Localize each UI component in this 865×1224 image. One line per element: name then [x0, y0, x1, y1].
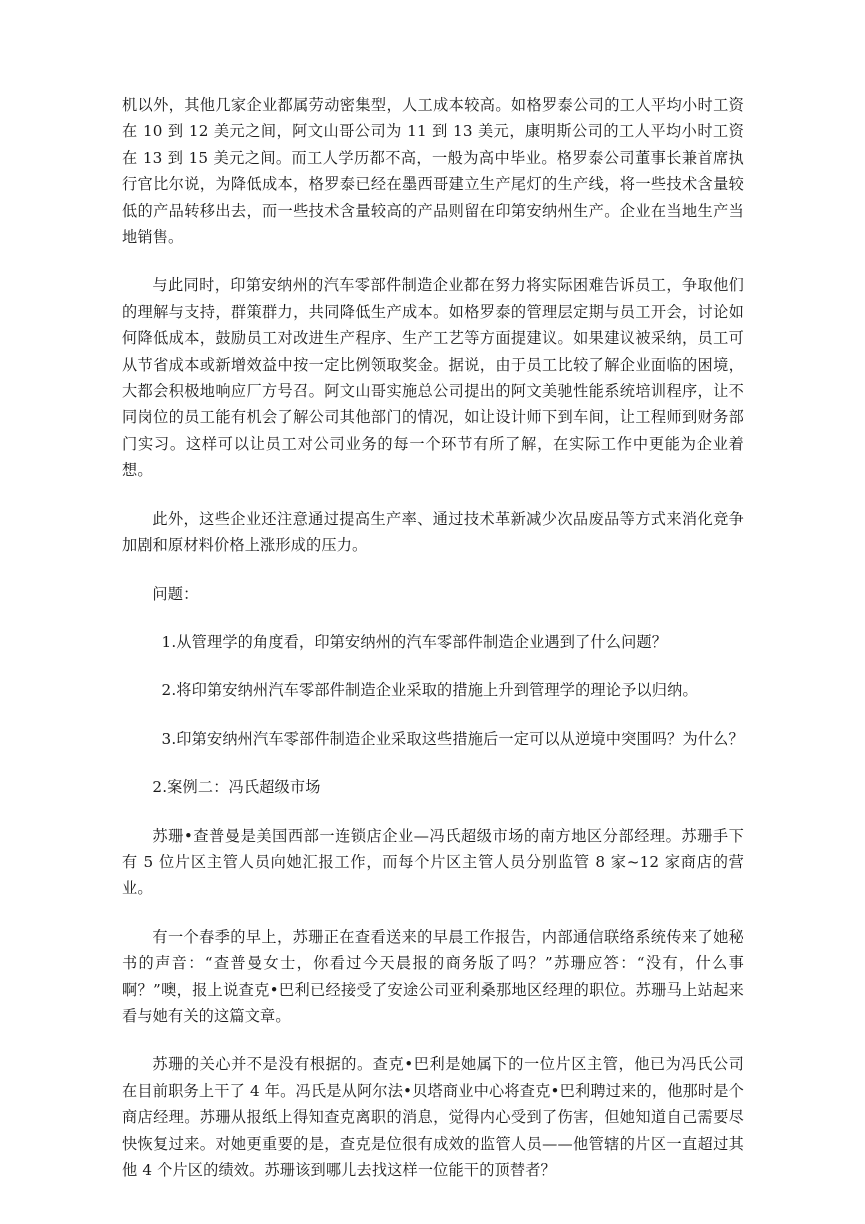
document-body	[122, 92, 744, 1183]
paragraph-employee-participation: 与此同时，印第安纳州的汽车零部件制造企业都在努力将实际困难告诉员工，争取他们的理解与支持，群策群力，共同降低生产成本。如格罗泰的管理层定期与员工开会，讨论如何降低成本，鼓励员工对改进生产程序、生产工艺等方面提建议。如果建议被采纳，员工可从节省成本或新增效益中按一定比例领取奖金。据说，由于员工比较了解企业面临的困境，大都会积极地响应厂方号召。阿文山哥实施总公司提出的阿文美驰性能系统培训程序，让不同岗位的员工能有机会了解公司其他部门的情况，如让设计师下到车间，让工程师到财务部门实习。这样可以让员工对公司业务的每一个环节有所了解，在实际工作中更能为企业着想。	[122, 276, 744, 480]
paragraph-labor-cost: 机以外，其他几家企业都属劳动密集型，人工成本较高。如格罗泰公司的工人平均小时工资在 10 到 12 美元之间，阿文山哥公司为 11 到 13 美元，康明斯公司的工人平均小时工资在 13 到 15 美元之间。而工人学历都不高，一般为高中毕业。格罗泰公司董事长兼首席执行官比尔说，为降低成本，格罗泰已经在墨西哥建立生产尾灯的生产线，将一些技术含量较低的产品转移出去，而一些技术含量较高的产品则留在印第安纳州生产。企业在当地生产当地销售。	[122, 96, 744, 247]
paragraph-morning-report: 有一个春季的早上，苏珊正在查看送来的早晨工作报告，内部通信联络系统传来了她秘书的声音：“查普曼女士，你看过今天晨报的商务版了吗？”苏珊应答：“没有，什么事啊？”噢，报上说查克•巴利已经接受了安途公司亚利桑那地区经理的职位。苏珊马上站起来看与她有关的这篇文章。	[122, 927, 744, 1025]
paragraph-productivity: 此外，这些企业还注意通过提高生产率、通过技术革新减少次品废品等方式来消化竞争加剧和原材料价格上涨形成的压力。	[122, 509, 744, 555]
question-2: 2.将印第安纳州汽车零部件制造企业采取的措施上升到管理学的理论予以归纳。	[161, 681, 698, 700]
case-2-title: 2.案例二：冯氏超级市场	[152, 778, 321, 797]
paragraph-chuck-resignation: 苏珊的关心并不是没有根据的。查克•巴利是她属下的一位片区主管，他已为冯氏公司在目前职务上干了 4 年。冯氏是从阿尔法•贝塔商业中心将查克•巴利聘过来的，他那时是个商店经理。苏珊从报纸上得知查克离职的消息，觉得内心受到了伤害，但她知道自己需要尽快恢复过来。对她更重要的是，查克是位很有成效的监管人员——他管辖的片区一直超过其他 4 个片区的绩效。苏珊该到哪儿去找这样一位能干的顶替者？	[122, 1055, 744, 1179]
questions-heading: 问题：	[152, 584, 199, 603]
paragraph-susan-intro: 苏珊•查普曼是美国西部一连锁店企业—冯氏超级市场的南方地区分部经理。苏珊手下有 5 位片区主管人员向她汇报工作，而每个片区主管人员分别监管 8 家~12 家商店的营业。	[122, 826, 744, 898]
question-1: 1.从管理学的角度看，印第安纳州的汽车零部件制造企业遇到了什么问题？	[161, 632, 668, 651]
question-3: 3.印第安纳州汽车零部件制造企业采取这些措施后一定可以从逆境中突围吗？为什么？	[161, 729, 744, 748]
